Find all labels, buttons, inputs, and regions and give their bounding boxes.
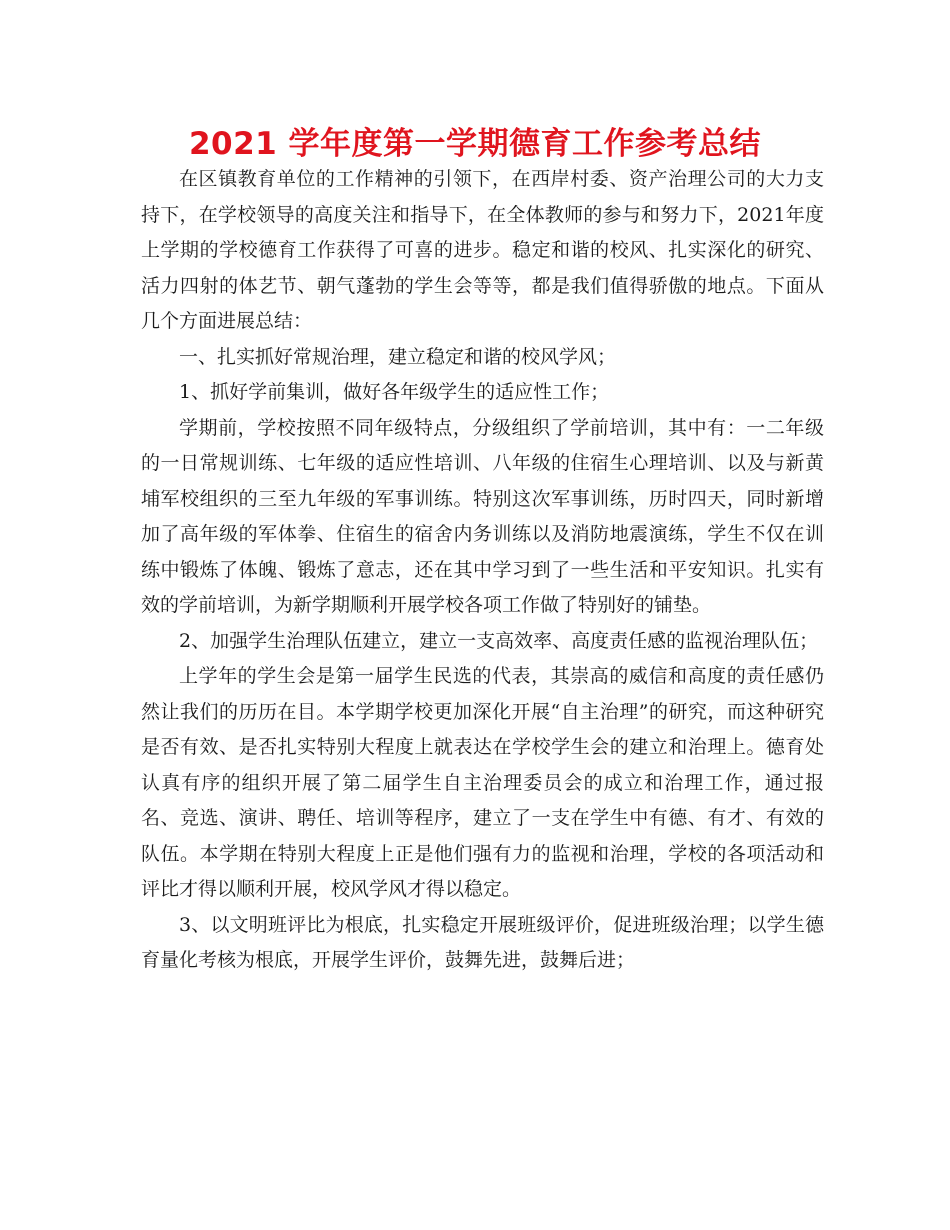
- document-title: 2021 学年度第一学期德育工作参考总结: [188, 126, 762, 162]
- paragraph-item-2: 上学年的学生会是第一届学生民选的代表，其崇高的威信和高度的责任感仍然让我们的历历在目。本学期学校更加深化开展“自主治理”的研究，而这种研究是否有效、是否扎实特别大程度上就表达在学校学生会的建立和治理上。德育处认真有序的组织开展了第二届学生自主治理委员会的成立和治理工作，通过报名、竞选、演讲、聘任、培训等程序，建立了一支在学生中有德、有才、有效的队伍。本学期在特别大程度上正是他们强有力的监视和治理，学校的各项活动和评比才得以顺利开展，校风学风才得以稳定。: [141, 665, 824, 900]
- heading-item-2: 2、加强学生治理队伍建立，建立一支高效率、高度责任感的监视治理队伍；: [179, 629, 819, 652]
- heading-section-1: 一、扎实抓好常规治理，建立稳定和谐的校风学风；: [179, 345, 617, 368]
- document-body: [141, 162, 824, 979]
- paragraph-intro: 在区镇教育单位的工作精神的引领下，在西岸村委、资产治理公司的大力支持下，在学校领导的高度关注和指导下，在全体教师的参与和努力下，2021年度上学期的学校德育工作获得了可喜的进步。稳定和谐的校风、扎实深化的研究、活力四射的体艺节、朝气蓬勃的学生会等等，都是我们值得骄傲的地点。下面从几个方面进展总结：: [141, 168, 824, 332]
- heading-item-1: 1、抓好学前集训，做好各年级学生的适应性工作；: [179, 381, 610, 403]
- heading-item-3: 3、以文明班评比为根底，扎实稳定开展班级评价，促进班级治理；以学生德育量化考核为根底，开展学生评价，鼓舞先进，鼓舞后进；: [141, 913, 824, 971]
- paragraph-item-1: 学期前，学校按照不同年级特点，分级组织了学前培训，其中有：一二年级的一日常规训练、七年级的适应性培训、八年级的住宿生心理培训、以及与新黄埔军校组织的三至九年级的军事训练。特别这次军事训练，历时四天，同时新增加了高年级的军体拳、住宿生的宿舍内务训练以及消防地震演练，学生不仅在训练中锻炼了体魄、锻炼了意志，还在其中学习到了一些生活和平安知识。扎实有效的学前培训，为新学期顺利开展学校各项工作做了特别好的铺垫。: [141, 416, 824, 616]
